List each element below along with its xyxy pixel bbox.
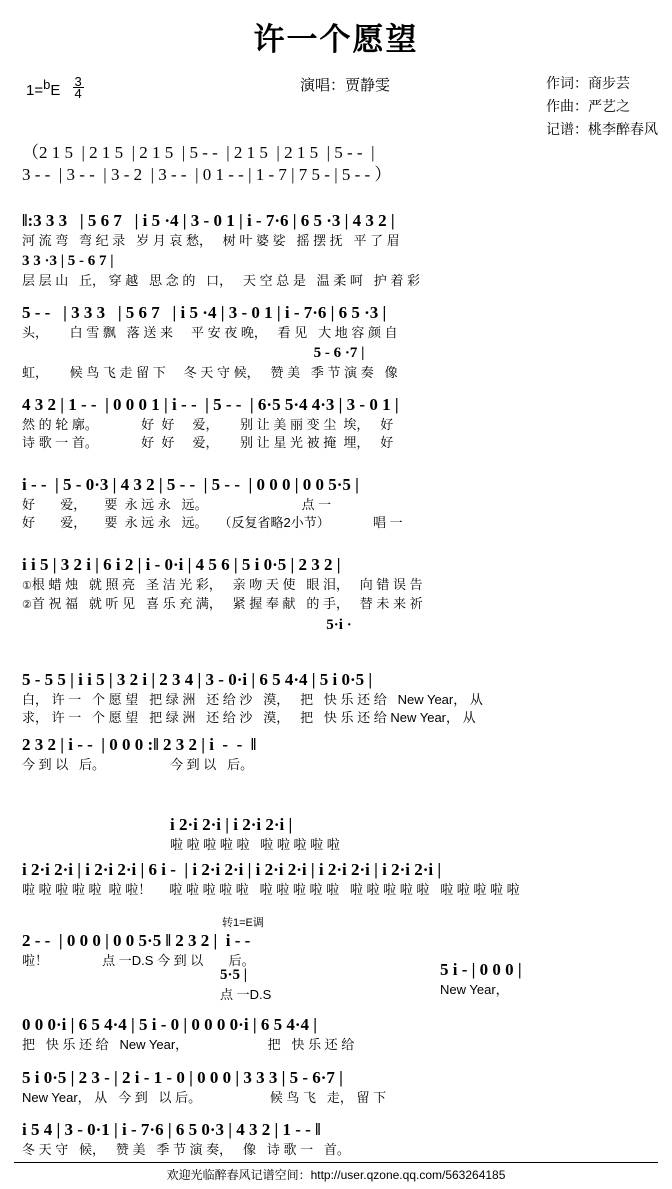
- line8-notes: i 2·i 2·i | i 2·i 2·i |: [170, 815, 293, 834]
- transpose-marker: 转1=E调: [222, 917, 264, 929]
- line11-lyric-b: New Year，: [440, 982, 509, 997]
- line12-lyric: 把 快 乐 还 给 New Year， 把 快 乐 还 给: [22, 1037, 355, 1052]
- footer-divider: [14, 1162, 658, 1163]
- sheet-music-page: [0, 14, 672, 1189]
- intro-section: [22, 142, 656, 186]
- meter-numerator: 3: [74, 74, 82, 89]
- intro-notes-2: 3 - - | 3 - - | 3 - 2 | 3 - - | 0 1 - - | 1 - 7 | 7 5 - | 5 - - ）: [22, 165, 392, 184]
- ending-2-marker: ②: [22, 599, 32, 611]
- intro-line-2: [22, 164, 656, 186]
- line2-notes: 5 - - | 3 3 3 | 5 6 7 | i 5 ·4 | 3 - 0 1 | i - 7·6 | 6 5 ·3 |: [22, 303, 387, 322]
- line2-extra-notes: 5 - 6 ·7 |: [313, 345, 365, 361]
- line2-lyric-verse2: 虹， 候 鸟 飞 走 留 下 冬 天 守 候， 赞 美 季 节 演 奏 像: [22, 365, 398, 380]
- line3-notes: 4 3 2 | 1 - - | 0 0 0 1 | i - - | 5 - - | 6·5 5·4 4·3 | 3 - 0 1 |: [22, 395, 399, 414]
- line1-lyric-verse1: 河 流 弯 弯 纪 录 岁 月 哀 愁， 树 叶 婆 娑 摇 摆 抚 平 了 眉: [22, 233, 400, 248]
- music-line-9: [22, 859, 656, 899]
- line5-lyric-verse1: [22, 576, 656, 595]
- music-line-11b: [440, 959, 656, 999]
- line4-lyric-verse1: 好 爱， 要 永 远 永 远。 点 一: [22, 497, 332, 512]
- meter-denominator: 4: [74, 86, 82, 101]
- line1-extra-notes: 3 3 ·3 | 5 - 6 7 |: [22, 253, 114, 269]
- music-line-6: [22, 669, 656, 727]
- music-line-7: [22, 734, 656, 774]
- line9-lyric: 啦 啦 啦 啦 啦 啦 啦！ 啦 啦 啦 啦 啦 啦 啦 啦 啦 啦 啦 啦 啦 啦 啦 啦 啦 啦 啦 啦: [22, 882, 520, 897]
- line14-notes: i 5 4 | 3 - 0·1 | i - 7·6 | 6 5 0·3 | 4 3 2 | 1 - - ‖: [22, 1120, 321, 1139]
- music-line-4: [22, 474, 656, 532]
- notator-credit: 记谱：桃李醉春风: [546, 121, 658, 137]
- line10-notes: 2 - - | 0 0 0 | 0 0 5·5 ‖ 2 3 2 | i - -: [22, 931, 251, 950]
- line12-notes: 0 0 0·i | 6 5 4·4 | 5 i - 0 | 0 0 0 0·i | 6 5 4·4 |: [22, 1015, 317, 1034]
- line13-notes: 5 i 0·5 | 2 3 - | 2 i - 1 - 0 | 0 0 0 | 3 3 3 | 5 - 6·7 |: [22, 1068, 343, 1087]
- page-title: 许一个愿望: [253, 22, 419, 57]
- line3-lyric-verse2: 诗 歌 一 首。 好 好 爱， 别 让 星 光 被 掩 埋， 好: [22, 435, 394, 450]
- ending-1-marker: ①: [22, 580, 32, 592]
- line6-lyric-verse1: 白， 许 一 个 愿 望 把 绿 洲 还 给 沙 漠， 把 快 乐 还 给 New Year， 从: [22, 692, 483, 707]
- music-line-14: [22, 1119, 656, 1159]
- line5-notes: i i 5 | 3 2 i | 6 i 2 | i - 0·i | 4 5 6 | 5 i 0·5 | 2 3 2 |: [22, 555, 341, 574]
- flat-icon: b: [43, 77, 51, 92]
- line7-notes: 2 3 2 | i - - | 0 0 0 :‖ 2 3 2 | i - - ‖: [22, 735, 257, 754]
- line3-lyric-verse1: 然 的 轮 廓。 好 好 爱， 别 让 美 丽 变 尘 埃， 好: [22, 417, 394, 432]
- music-line-5: [22, 554, 656, 636]
- line6-notes: 5 - 5 5 | i i 5 | 3 2 i | 2 3 4 | 3 - 0·i | 6 5 4·4 | 5 i 0·5 |: [22, 670, 373, 689]
- line4-lyric-verse2: 好 爱， 要 永 远 永 远。 （反复省略2小节） 唱 一: [22, 515, 403, 530]
- key-signature: [26, 76, 84, 99]
- footer-text: 欢迎光临醉春风记谱空间：http://user.qzone.qq.com/563264185: [166, 1168, 506, 1182]
- intro-line-1: [22, 142, 656, 164]
- line9-notes: i 2·i 2·i | i 2·i 2·i | 6 i - | i 2·i 2·i | i 2·i 2·i | i 2·i 2·i | i 2·i 2·i |: [22, 860, 442, 879]
- line7-lyric: 今 到 以 后。 今 到 以 后。: [22, 757, 254, 772]
- composer-credit: 作曲：严艺之: [546, 98, 630, 114]
- line2-lyric-verse1: 头， 白 雪 飘 落 送 来 平 安 夜 晚， 看 见 大 地 容 颜 自: [22, 325, 398, 340]
- intro-notes-1: （2 1 5 | 2 1 5 | 2 1 5 | 5 - - | 2 1 5 | 2 1 5 | 5 - - |: [22, 143, 375, 162]
- music-line-12: [22, 1014, 656, 1054]
- line11-notes-b: 5 i - | 0 0 0 |: [440, 960, 522, 979]
- line1-notes: ‖:3 3 3 | 5 6 7 | i 5 ·4 | 3 - 0 1 | i - 7·6 | 6 5 ·3 | 4 3 2 |: [22, 211, 395, 230]
- music-line-1: [22, 210, 656, 290]
- key-letter: E: [50, 82, 61, 99]
- line11-lyric-a: 点 一D.S: [220, 987, 272, 1002]
- time-signature: [73, 76, 84, 99]
- line4-notes: i - - | 5 - 0·3 | 4 3 2 | 5 - - | 5 - - | 0 0 0 | 0 0 5·5 |: [22, 475, 359, 494]
- line1-lyric-verse2: 层 层 山 丘， 穿 越 思 念 的 口， 天 空 总 是 温 柔 呵 护 着 彩: [22, 273, 420, 288]
- line5-extra-notes: 5·i ·: [326, 617, 352, 633]
- credits-block: [546, 72, 658, 141]
- music-line-8: [170, 814, 656, 854]
- lyricist-credit: 作词：商步芸: [546, 75, 630, 91]
- line5-lyric-verse2: [22, 595, 656, 614]
- line14-lyric: 冬 天 守 候， 赞 美 季 节 演 奏， 像 诗 歌 一 首。: [22, 1142, 350, 1157]
- line6-lyric-verse2: 求， 许 一 个 愿 望 把 绿 洲 还 给 沙 漠， 把 快 乐 还 给 New Year， 从: [22, 710, 476, 725]
- singer-credit: 演唱：贾静雯: [300, 77, 391, 94]
- music-line-2: [22, 302, 656, 382]
- line8-lyric: 啦 啦 啦 啦 啦 啦 啦 啦 啦 啦: [170, 837, 340, 852]
- line5-lyric-2-text: 首 祝 福 就 听 见 喜 乐 充 满， 紧 握 奉 献 的 手， 替 未 来 祈: [31, 596, 423, 611]
- music-line-13: [22, 1067, 656, 1107]
- line13-lyric: New Year， 从 今 到 以 后。 候 鸟 飞 走， 留 下: [22, 1090, 387, 1105]
- line11-notes-a: 5·5 |: [220, 967, 248, 983]
- key-label: 1=: [26, 82, 44, 99]
- line10-lyric: 啦！ 点 一D.S 今 到 以 后。: [22, 953, 255, 968]
- music-line-3: [22, 394, 656, 452]
- line5-lyric-1-text: 根 蜡 烛 就 照 亮 圣 洁 光 彩， 亲 吻 天 使 眼 泪， 向 错 误 告: [31, 577, 423, 592]
